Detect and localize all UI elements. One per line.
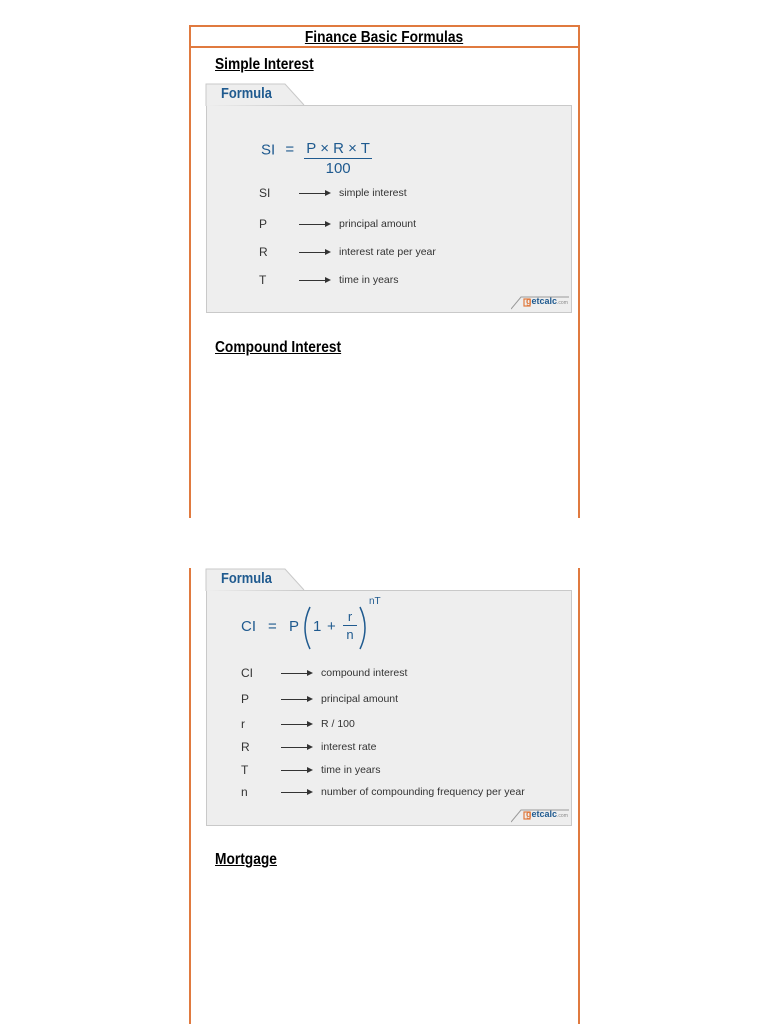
document-title: Finance Basic Formulas bbox=[305, 29, 464, 46]
definition-row bbox=[241, 762, 381, 778]
definition-row bbox=[241, 716, 355, 732]
definition-symbol: P bbox=[259, 217, 268, 231]
title-row bbox=[191, 27, 578, 48]
definition-row bbox=[259, 272, 399, 288]
definition-row bbox=[259, 185, 407, 201]
definition-text: interest rate per year bbox=[339, 246, 436, 258]
formula-factor: P bbox=[289, 618, 300, 635]
formula-equals: = bbox=[285, 141, 295, 159]
formula-lhs: CI bbox=[241, 618, 256, 635]
definition-symbol: CI bbox=[241, 666, 253, 680]
brand-text bbox=[526, 809, 568, 819]
right-arrow-icon bbox=[299, 276, 331, 284]
definition-row bbox=[259, 216, 416, 232]
formula-tab bbox=[205, 83, 305, 106]
brand-prefix: g bbox=[526, 296, 532, 306]
simple-interest-formula bbox=[261, 132, 372, 177]
definition-symbol: SI bbox=[259, 186, 271, 200]
right-arrow-icon bbox=[281, 669, 313, 677]
formula-numerator: r bbox=[343, 609, 357, 626]
brand-suffix: .com bbox=[557, 813, 568, 819]
definition-symbol: r bbox=[241, 717, 245, 731]
right-arrow-icon bbox=[299, 220, 331, 228]
compound-interest-formula bbox=[241, 596, 421, 655]
definition-symbol: T bbox=[259, 273, 267, 287]
right-arrow-icon bbox=[299, 248, 331, 256]
definition-row bbox=[241, 691, 398, 707]
right-arrow-icon bbox=[281, 766, 313, 774]
definition-text: number of compounding frequency per year bbox=[321, 786, 525, 798]
formula-exponent: nT bbox=[369, 596, 381, 607]
right-arrow-icon bbox=[281, 743, 313, 751]
getcalc-logo bbox=[511, 295, 569, 310]
formula-one: 1 bbox=[313, 618, 322, 635]
definition-text: principal amount bbox=[339, 218, 417, 230]
brand-text bbox=[526, 296, 568, 306]
brand-main: etcalc bbox=[531, 809, 558, 819]
formula-tab-label: Formula bbox=[221, 85, 272, 102]
formula-equals: = bbox=[268, 618, 277, 635]
document-page-2 bbox=[189, 568, 580, 1024]
compound-interest-formula-card bbox=[205, 568, 573, 826]
mortgage-heading: Mortgage bbox=[215, 851, 277, 868]
definition-symbol: T bbox=[241, 763, 249, 777]
brand-prefix: g bbox=[526, 809, 532, 819]
definition-row bbox=[241, 739, 376, 755]
brand-suffix: .com bbox=[557, 300, 568, 306]
definition-symbol: P bbox=[241, 692, 250, 706]
compound-interest-heading: Compound Interest bbox=[215, 339, 342, 356]
definition-text: compound interest bbox=[321, 667, 408, 679]
definition-symbol: n bbox=[241, 785, 248, 799]
formula-plus: + bbox=[327, 618, 336, 635]
getcalc-logo bbox=[511, 808, 569, 823]
formula-tab-label: Formula bbox=[221, 570, 272, 587]
definition-text: simple interest bbox=[339, 187, 407, 199]
definition-text: interest rate bbox=[321, 741, 377, 753]
right-arrow-icon bbox=[281, 695, 313, 703]
formula-lhs: SI bbox=[261, 141, 276, 159]
right-arrow-icon bbox=[281, 788, 313, 796]
definition-row bbox=[259, 244, 436, 260]
formula-tab bbox=[205, 568, 305, 591]
definition-text: time in years bbox=[339, 274, 399, 286]
formula-denominator: 100 bbox=[325, 160, 351, 177]
simple-interest-heading: Simple Interest bbox=[215, 56, 314, 73]
simple-interest-formula-card bbox=[205, 83, 573, 313]
formula-card-body bbox=[206, 105, 572, 313]
right-paren-icon bbox=[357, 605, 371, 651]
right-arrow-icon bbox=[299, 189, 331, 197]
left-paren-icon bbox=[299, 605, 313, 651]
definition-symbol: R bbox=[259, 245, 268, 259]
document-page-1 bbox=[189, 25, 580, 518]
definition-text: time in years bbox=[321, 764, 381, 776]
definition-symbol: R bbox=[241, 740, 250, 754]
formula-denominator: n bbox=[346, 627, 354, 642]
formula-numerator: P × R × T bbox=[306, 140, 370, 157]
definition-text: principal amount bbox=[321, 693, 399, 705]
definition-row bbox=[241, 665, 407, 681]
definition-text: R / 100 bbox=[321, 718, 355, 730]
right-arrow-icon bbox=[281, 720, 313, 728]
formula-card-body bbox=[206, 590, 572, 826]
definition-row bbox=[241, 784, 525, 800]
brand-main: etcalc bbox=[531, 296, 558, 306]
formula-fraction bbox=[304, 140, 372, 177]
